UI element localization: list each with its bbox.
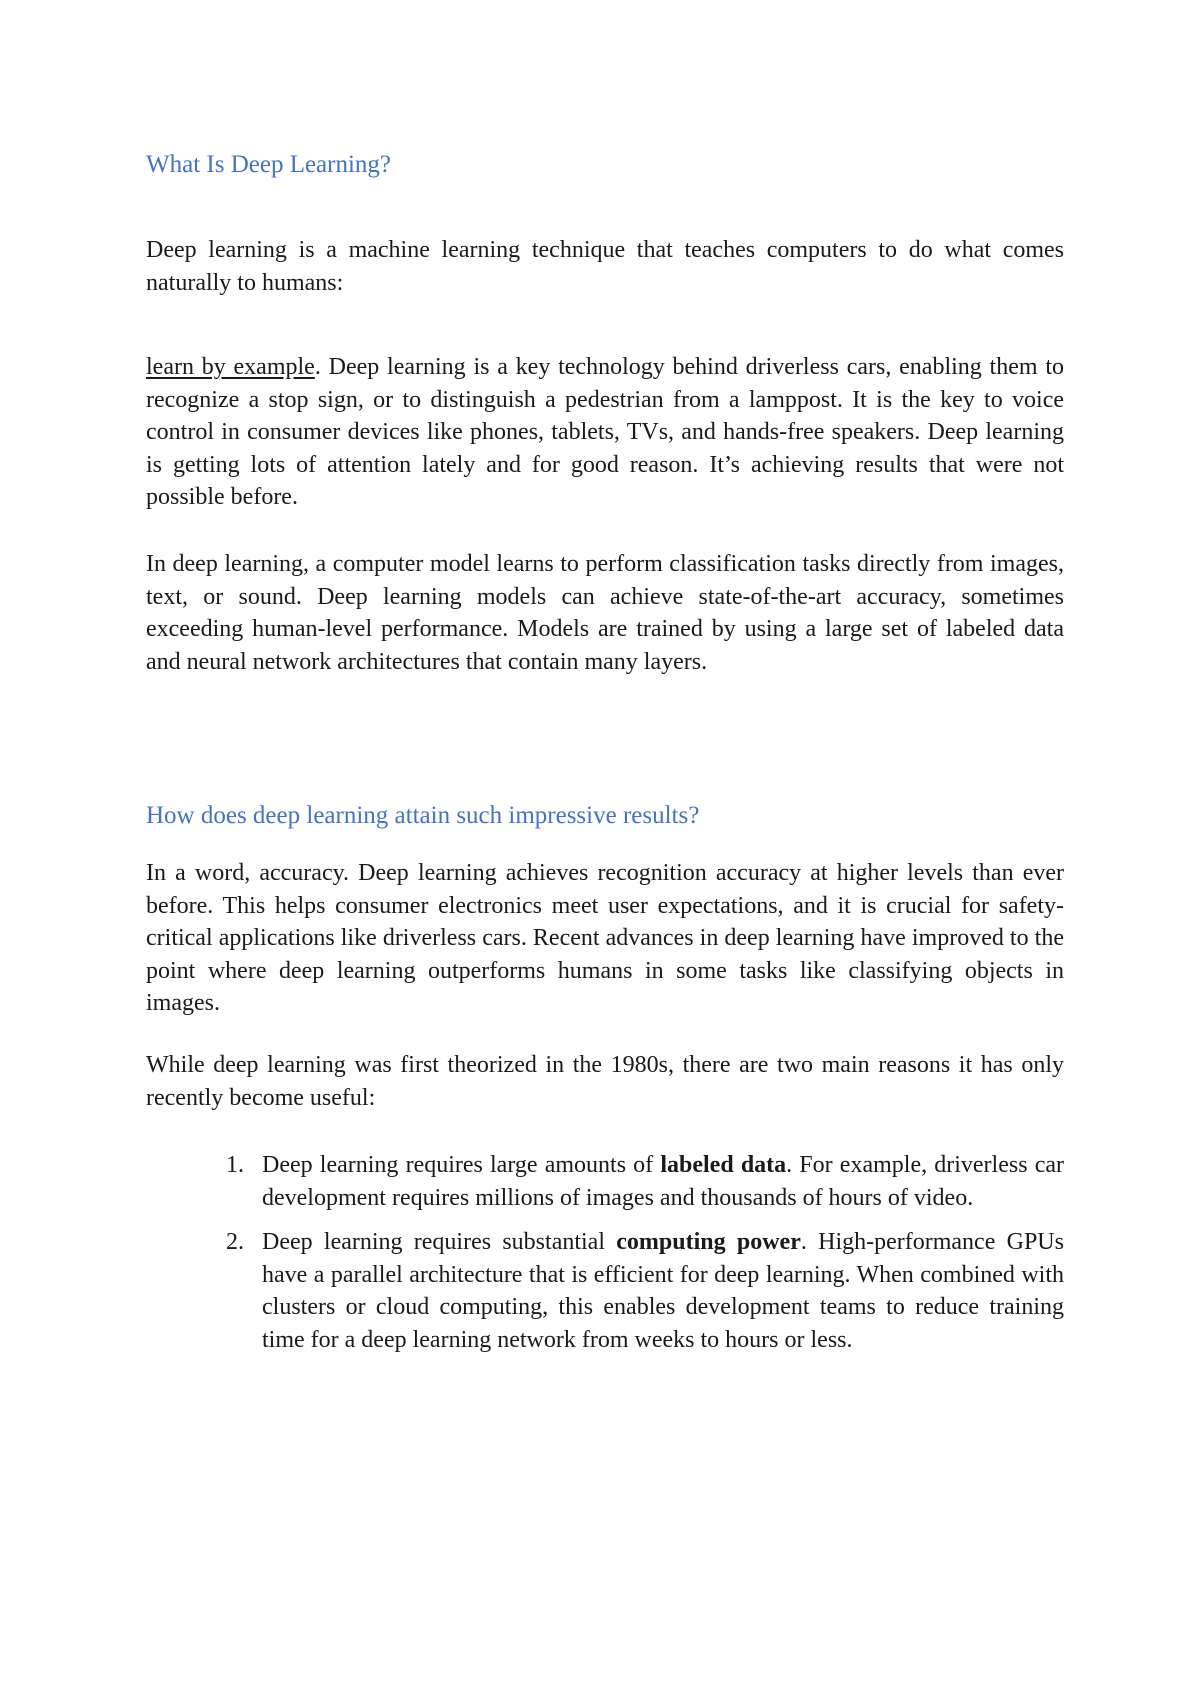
list-item-bold: computing power [616, 1229, 801, 1256]
list-item [146, 1226, 1064, 1356]
list-item-text-after: . High-performance GPUs have a parallel architecture that is efficient for deep learning. When combined with clusters or cloud computing, this enables development teams to reduce training time for a deep learning network from weeks to hours or less. [262, 1229, 1064, 1353]
learn-by-example-paragraph [146, 351, 1064, 514]
list-item [146, 1149, 1064, 1214]
reasons-paragraph: While deep learning was first theorized in the 1980s, there are two main reasons it has only recently become useful: [146, 1052, 1064, 1111]
reasons-list [146, 1149, 1064, 1357]
learn-by-example-underlined: learn by example [146, 354, 315, 380]
list-item-bold: labeled data [660, 1152, 787, 1178]
list-item-text-before: Deep learning requires large amounts of [262, 1152, 661, 1178]
list-item-text-before: Deep learning requires substantial [262, 1229, 617, 1256]
section-heading-impressive-results: How does deep learning attain such impressive results? [146, 802, 700, 829]
learn-by-example-rest: . Deep learning is a key technology behind driverless cars, enabling them to recognize a stop sign, or to distinguish a pedestrian from a lamppost. It is the key to voice control in consumer devices like phones, tablets, TVs, and hands-free speakers. Deep learning is getting lots of attention lately and for good reason. It’s achieving results that were not possible before. [146, 354, 1064, 511]
classification-paragraph: In deep learning, a computer model learns to perform classification tasks directly from images, text, or sound. Deep learning models can achieve state-of-the-art accuracy, sometimes exceeding human-level performance. Models are trained by using a large set of labeled data and neural network architectures that contain many layers. [146, 551, 1064, 675]
accuracy-paragraph: In a word, accuracy. Deep learning achieves recognition accuracy at higher levels than ever before. This helps consumer electronics meet user expectations, and it is crucial for safety-critical applications like driverless cars. Recent advances in deep learning have improved to the point where deep learning outperforms humans in some tasks like classifying objects in images. [146, 860, 1064, 1017]
list-item-text-after: . For example, driverless car development requires millions of images and thousands of hours of video. [262, 1152, 1064, 1211]
section-heading-what-is-deep-learning: What Is Deep Learning? [146, 151, 392, 178]
intro-paragraph: Deep learning is a machine learning technique that teaches computers to do what comes naturally to humans: [146, 237, 1064, 296]
list-number: 2. [226, 1229, 244, 1256]
list-number: 1. [226, 1152, 244, 1178]
